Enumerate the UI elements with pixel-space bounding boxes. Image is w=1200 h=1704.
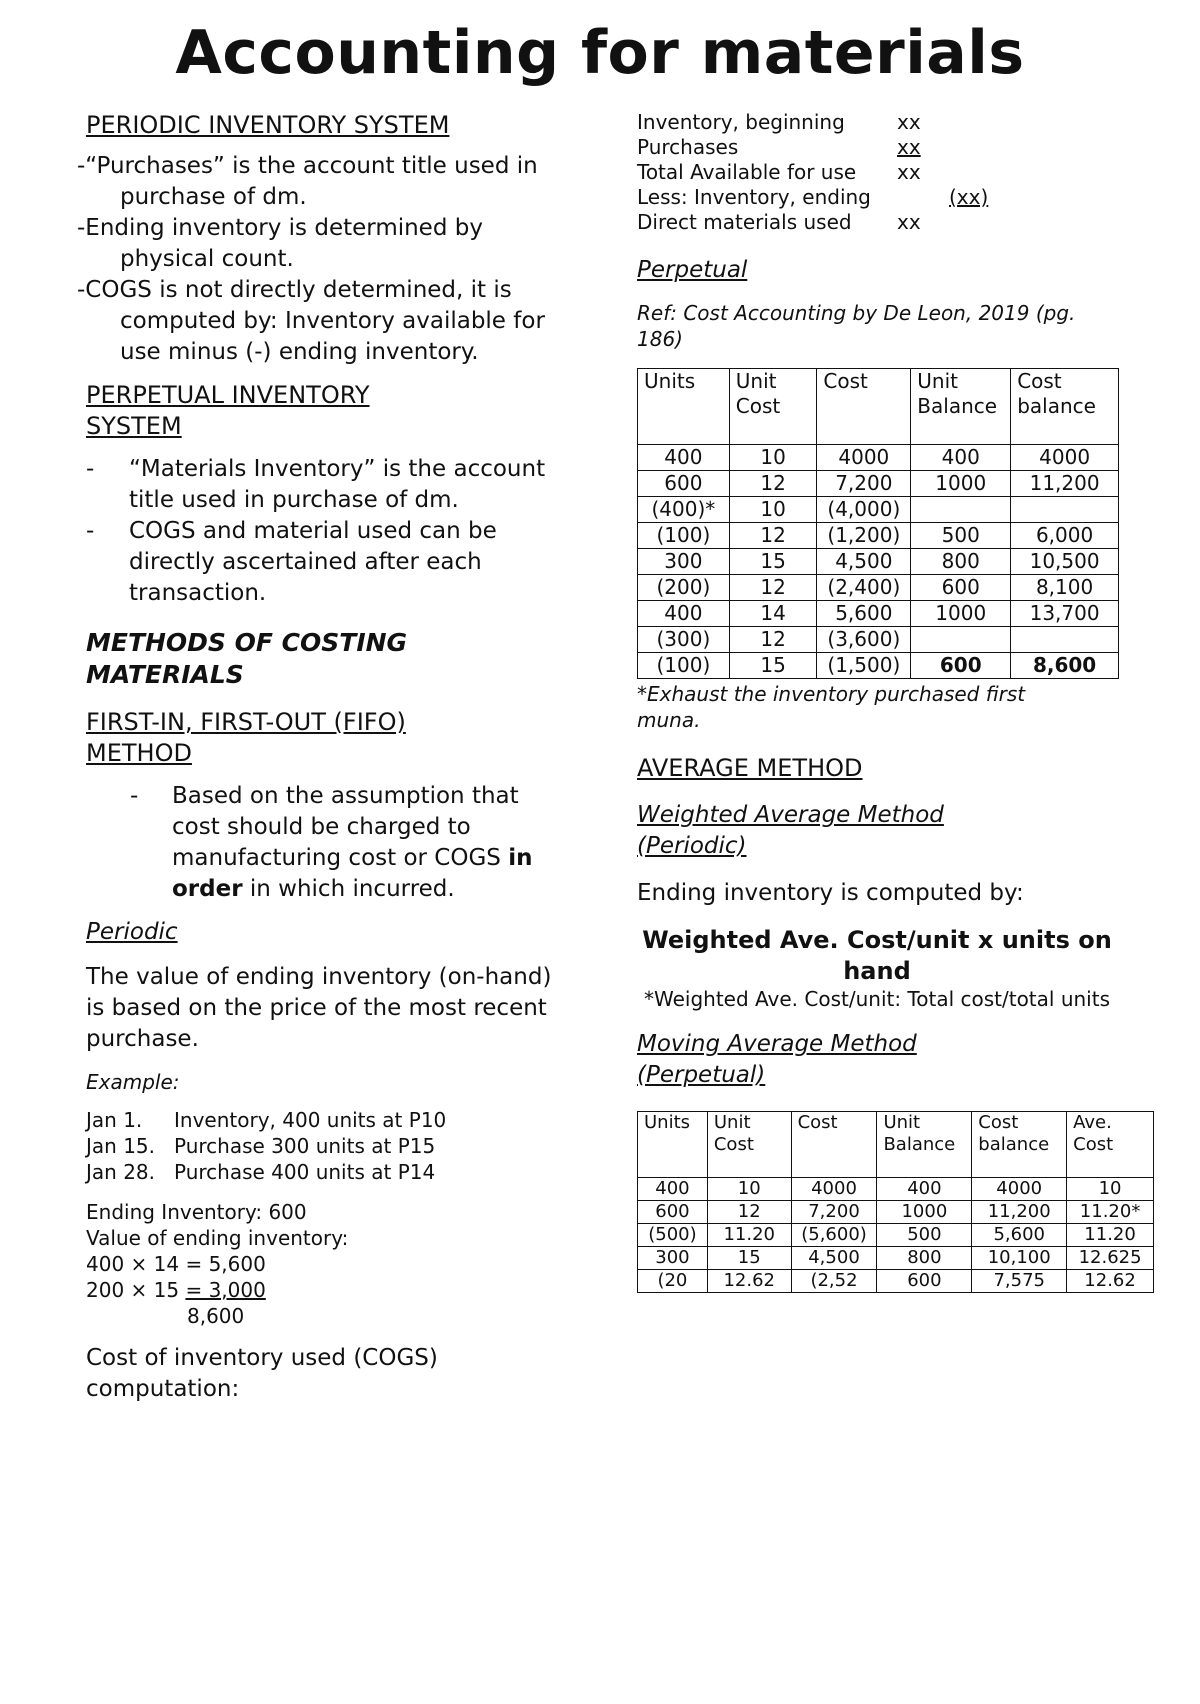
page-title: Accounting for materials (175, 18, 1025, 88)
table-header-cell: Cost (791, 1112, 877, 1178)
table-header-cell: Cost balance (972, 1112, 1067, 1178)
table-cell: (3,600) (817, 627, 911, 653)
table-cell: 12.625 (1067, 1247, 1154, 1270)
table-cell: (300) (638, 627, 730, 653)
periodic-subheading: Periodic (86, 919, 178, 945)
table-cell: 15 (729, 549, 817, 575)
table-cell: 12.62 (707, 1270, 791, 1293)
table-header-cell: Units (638, 1112, 708, 1178)
table-header-cell: Unit Balance (911, 369, 1011, 445)
table-cell: 400 (911, 445, 1011, 471)
periodic-point: -COGS is not directly determined, it is computed by: Inventory available for use minus (-) ending inventory. (77, 277, 545, 365)
table-cell: 11.20 (1067, 1224, 1154, 1247)
calc-total: 8,600 (187, 1304, 245, 1328)
inventory-line: Direct materials used xx (637, 210, 921, 234)
table-header-cell: Ave. Cost (1067, 1112, 1154, 1178)
table-header-cell: Cost (817, 369, 911, 445)
table-cell: (1,500) (817, 653, 911, 679)
periodic-point: -Ending inventory is determined by physical count. (77, 215, 483, 272)
table-row (638, 653, 1119, 679)
table-cell: 5,600 (972, 1224, 1067, 1247)
table-cell: 400 (638, 445, 730, 471)
weighted-formula-note: *Weighted Ave. Cost/unit: Total cost/total units (643, 987, 1110, 1011)
table-cell (1011, 627, 1119, 653)
reference-note: Ref: Cost Accounting by De Leon, 2019 (pg. 186) (637, 301, 1076, 351)
table-cell: 400 (638, 601, 730, 627)
table-cell: 300 (638, 549, 730, 575)
table-cell: 1000 (911, 601, 1011, 627)
inventory-line: Purchases xx (637, 135, 921, 159)
table-cell: 500 (877, 1224, 972, 1247)
table-row (638, 523, 1119, 549)
inventory-line: Total Available for use xx (637, 160, 921, 184)
table-row (638, 575, 1119, 601)
table-row (638, 1178, 1154, 1201)
table-cell: 1000 (911, 471, 1011, 497)
perpetual-point: - “Materials Inventory” is the account title used in purchase of dm. (86, 454, 556, 516)
example-row: Jan 28. Purchase 400 units at P14 (86, 1160, 436, 1184)
table-row (638, 1270, 1154, 1293)
table-cell: (400)* (638, 497, 730, 523)
moving-average-subheading: Moving Average Method (Perpetual) (637, 1031, 917, 1088)
weighted-formula: Weighted Ave. Cost/unit x units on hand (642, 926, 1112, 985)
methods-heading: METHODS OF COSTING MATERIALS (86, 628, 408, 689)
periodic-inventory-heading: PERIODIC INVENTORY SYSTEM (86, 111, 450, 139)
table-header-cell: Unit Balance (877, 1112, 972, 1178)
table-cell: 10,100 (972, 1247, 1067, 1270)
table-cell: 11.20* (1067, 1201, 1154, 1224)
table-header-cell: Cost balance (1011, 369, 1119, 445)
table-cell: 10 (707, 1178, 791, 1201)
fifo-perpetual-table (637, 368, 1119, 679)
table-cell: 12.62 (1067, 1270, 1154, 1293)
table-cell: (2,52 (791, 1270, 877, 1293)
table-cell: (1,200) (817, 523, 911, 549)
periodic-point: -“Purchases” is the account title used in purchase of dm. (77, 153, 538, 210)
table-cell: 300 (638, 1247, 708, 1270)
left-column (77, 110, 576, 1405)
table-cell: 4000 (791, 1178, 877, 1201)
table-cell: 600 (877, 1270, 972, 1293)
table-header-row (638, 369, 1119, 445)
table-cell: 1000 (877, 1201, 972, 1224)
table-cell: 800 (877, 1247, 972, 1270)
table-header-row (638, 1112, 1154, 1178)
table-cell: 10,500 (1011, 549, 1119, 575)
table-row (638, 549, 1119, 575)
perpetual-points (86, 454, 556, 609)
periodic-description: The value of ending inventory (on-hand) is based on the price of the most recent purchase. (86, 964, 552, 1052)
table-cell: 600 (638, 471, 730, 497)
table-cell: 12 (729, 575, 817, 601)
table-row (638, 1247, 1154, 1270)
example-label: Example: (86, 1070, 180, 1094)
table-cell: 14 (729, 601, 817, 627)
fifo-point: - Based on the assumption that cost should be charged to manufacturing cost or COGS in order in which incurred. (86, 781, 566, 905)
table-cell: 7,575 (972, 1270, 1067, 1293)
table-cell: 13,700 (1011, 601, 1119, 627)
table-row (638, 1201, 1154, 1224)
ending-inventory-computed: Ending inventory is computed by: (637, 880, 1024, 906)
table-cell: 12 (729, 471, 817, 497)
cogs-computation-line: Cost of inventory used (COGS) computation: (86, 1345, 438, 1402)
table-cell (1011, 497, 1119, 523)
perpetual-subheading: Perpetual (637, 257, 748, 283)
table-cell: (100) (638, 523, 730, 549)
table-cell: 10 (729, 497, 817, 523)
moving-average-table (637, 1111, 1154, 1293)
exhaust-note: *Exhaust the inventory purchased first muna. (637, 682, 1026, 732)
table-cell: 600 (911, 653, 1011, 679)
ending-inventory-calc: Ending Inventory: 600 Value of ending inventory: 400 × 14 = 5,600 200 × 15 = 3,000 8,600 (86, 1199, 576, 1329)
table-header-cell: Units (638, 369, 730, 445)
periodic-points (77, 151, 557, 368)
table-row (638, 601, 1119, 627)
example-list (86, 1107, 576, 1185)
average-method-heading: AVERAGE METHOD (637, 754, 863, 782)
fifo-point-emphasis: in order (172, 845, 533, 902)
table-cell: 400 (638, 1178, 708, 1201)
table-cell: 10 (1067, 1178, 1154, 1201)
fifo-points (86, 781, 566, 905)
table-cell: (500) (638, 1224, 708, 1247)
table-cell: 15 (707, 1247, 791, 1270)
table-cell: (2,400) (817, 575, 911, 601)
perpetual-inventory-heading: PERPETUAL INVENTORY SYSTEM (86, 381, 370, 440)
table-cell: 4,500 (817, 549, 911, 575)
inventory-line: Less: Inventory, ending (xx) (637, 185, 989, 209)
inventory-line: Inventory, beginning xx (637, 110, 921, 134)
weighted-average-subheading: Weighted Average Method (Periodic) (637, 802, 944, 859)
table-cell: 4000 (1011, 445, 1119, 471)
right-column (637, 110, 1157, 1293)
table-header-cell: Unit Cost (707, 1112, 791, 1178)
table-cell: 800 (911, 549, 1011, 575)
table-row (638, 497, 1119, 523)
table-cell: 12 (729, 627, 817, 653)
table-cell (911, 627, 1011, 653)
table-cell: 400 (877, 1178, 972, 1201)
table-cell: 600 (911, 575, 1011, 601)
table-cell: 10 (729, 445, 817, 471)
table-cell: 4,500 (791, 1247, 877, 1270)
fifo-heading: FIRST-IN, FIRST-OUT (FIFO) METHOD (86, 708, 406, 767)
table-cell: 8,100 (1011, 575, 1119, 601)
example-row: Jan 15. Purchase 300 units at P15 (86, 1134, 436, 1158)
table-row (638, 1224, 1154, 1247)
table-cell: 11,200 (1011, 471, 1119, 497)
table-cell: (4,000) (817, 497, 911, 523)
table-cell: 15 (729, 653, 817, 679)
table-row (638, 471, 1119, 497)
table-cell: 5,600 (817, 601, 911, 627)
table-cell (911, 497, 1011, 523)
table-cell: (200) (638, 575, 730, 601)
table-cell: 500 (911, 523, 1011, 549)
table-cell: 8,600 (1011, 653, 1119, 679)
table-row (638, 627, 1119, 653)
table-cell: (100) (638, 653, 730, 679)
table-cell: 11,200 (972, 1201, 1067, 1224)
example-row: Jan 1. Inventory, 400 units at P10 (86, 1108, 447, 1132)
table-cell: 12 (707, 1201, 791, 1224)
table-cell: (5,600) (791, 1224, 877, 1247)
inventory-computation (637, 110, 1157, 235)
table-cell: 4000 (972, 1178, 1067, 1201)
table-cell: 6,000 (1011, 523, 1119, 549)
table-cell: 7,200 (791, 1201, 877, 1224)
table-header-cell: Unit Cost (729, 369, 817, 445)
table-cell: 11.20 (707, 1224, 791, 1247)
table-cell: 600 (638, 1201, 708, 1224)
table-cell: 12 (729, 523, 817, 549)
perpetual-point: - COGS and material used can be directly ascertained after each transaction. (86, 516, 556, 609)
table-row (638, 445, 1119, 471)
table-cell: 4000 (817, 445, 911, 471)
table-cell: 7,200 (817, 471, 911, 497)
table-cell: (20 (638, 1270, 708, 1293)
